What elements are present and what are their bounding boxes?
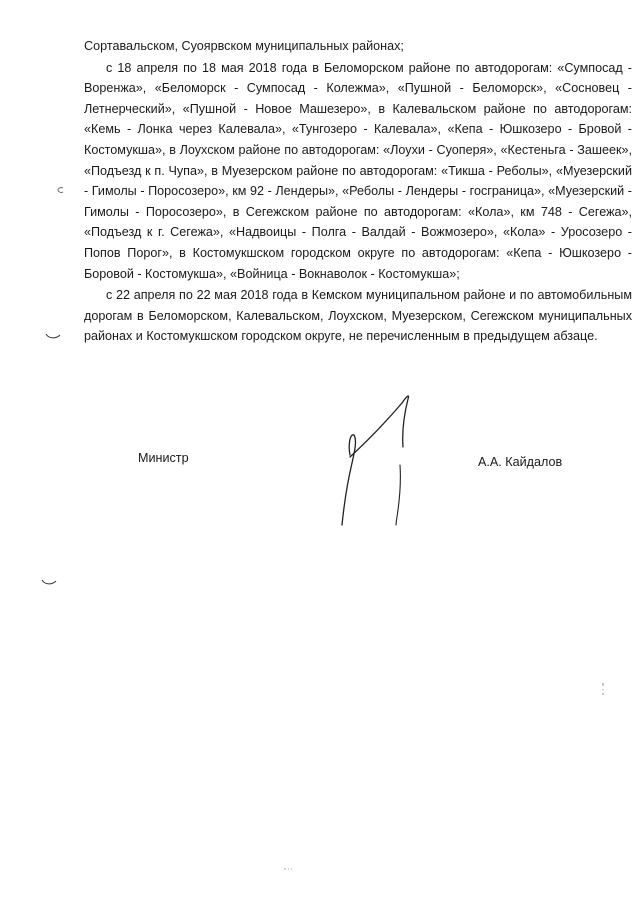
handwritten-signature xyxy=(330,385,430,530)
document-body xyxy=(84,36,632,347)
scan-speck xyxy=(56,186,66,194)
signer-title: Министр xyxy=(138,451,189,465)
paragraph-2: с 18 апреля по 18 мая 2018 года в Беломорском районе по автодорогам: «Сумпосад - Воренжа», «Беломорск - Сумпосад - Колежма», «Пушной - Беломорск», «Сосновец - Летнерческий», «Пушной - Новое Машезеро», в Калевальском районе по автодорогам: «Кемь - Лонка через Калевала», «Тунгозеро - Калевала», «Кепа - Юшкозеро - Бровой - Костомукша», в Лоухском районе по автодорогам: «Лоухи - Суоперя», «Кестеньга - Зашеек», «Подъезд к п. Чупа», в Муезерском районе по автодорогам: «Тикша - Реболы», «Муезерский - Гимолы - Поросозеро», км 92 - Лендеры», «Реболы - Лендеры - госграница», «Муезерский - Гимолы - Поросозеро», в Сегежском районе по автодорогам: «Кола», км 748 - Сегежа», «Подъезд к г. Сегежа», «Надвоицы - Полга - Валдай - Вожмозеро», «Кола» - Уросозеро - Попов Порог», в Костомукшском городском округе по автодорогам: «Кепа - Юшкозеро - Боровой - Костомукша», «Войница - Вокнаволок - Костомукша»; xyxy=(84,60,632,281)
scan-speck xyxy=(600,682,606,696)
signer-name: А.А. Кайдалов xyxy=(478,455,563,469)
paragraph-1: Сортавальском, Суоярвском муниципальных районах; xyxy=(84,39,404,53)
scan-speck xyxy=(283,866,293,872)
scan-speck xyxy=(41,578,57,586)
scan-speck xyxy=(45,332,61,340)
paragraph-3: с 22 апреля по 22 мая 2018 года в Кемском муниципальном районе и по автомобильным дорогам в Беломорском, Калевальском, Лоухском, Муезерском, Сегежском муниципальных районах и Костомукшском городском округе, не перечисленным в предыдущем абзаце. xyxy=(84,288,632,344)
